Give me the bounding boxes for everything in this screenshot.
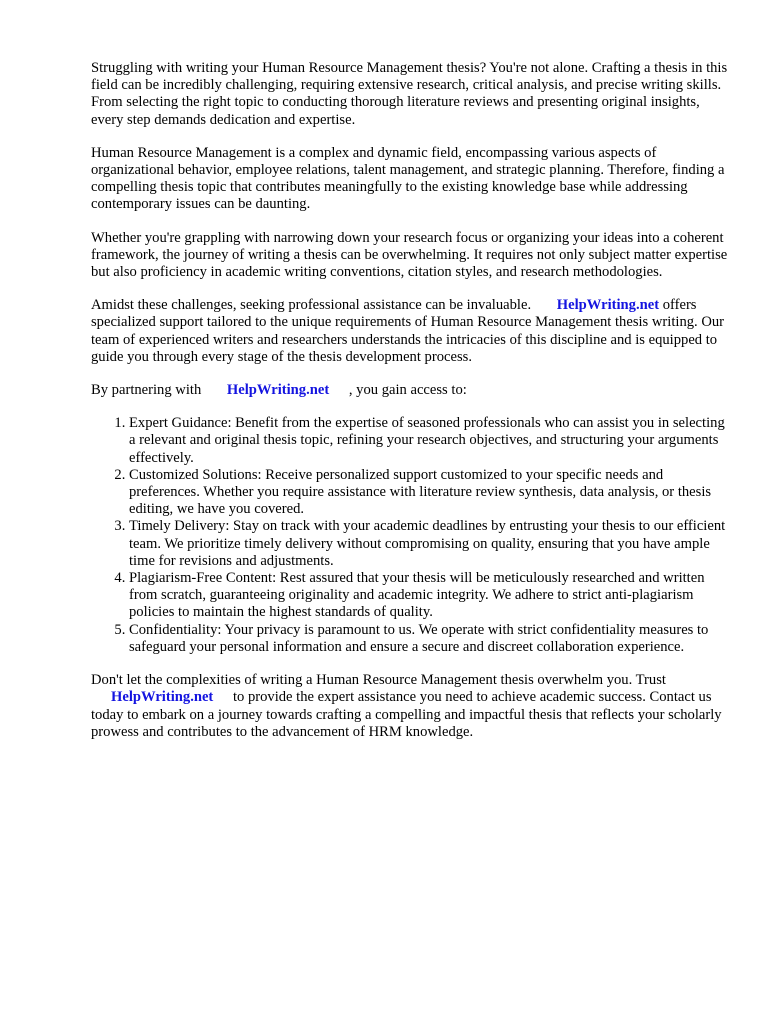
partnering-text-after: , you gain access to:	[348, 382, 467, 399]
challenges-paragraph: Whether you're grappling with narrowing down your research focus or organizing your ideas into a coherent framework, the journey of writing a thesis can be overwhelming. It requires not only subject matter expertise but also proficiency in academic writing conventions, citation styles, and research methodologies.	[91, 229, 728, 281]
helpwriting-link[interactable]: HelpWriting.net	[556, 297, 660, 314]
closing-text-after: to provide the expert assistance you need to achieve academic success. Contact us today to embark on a journey towards crafting a compelling and impactful thesis that reflects your scholarly prowess and contributes to the advancement of HRM knowledge.	[91, 689, 722, 740]
partnering-text-before: By partnering with	[91, 382, 202, 399]
helpwriting-link[interactable]: HelpWriting.net	[111, 689, 214, 706]
assistance-text-before: Amidst these challenges, seeking professional assistance can be invaluable.	[91, 297, 532, 314]
closing-text-before: Don't let the complexities of writing a Human Resource Management thesis overwhelm you. Trust	[91, 672, 666, 689]
list-item: 5. Confidentiality: Your privacy is paramount to us. We operate with strict confidentiality measures to safeguard your personal information and ensure a secure and discreet collaboration experience.	[129, 622, 731, 656]
assistance-paragraph	[91, 297, 731, 366]
partnering-paragraph	[91, 382, 731, 399]
field-overview-paragraph: Human Resource Management is a complex and dynamic field, encompassing various aspects of organizational behavior, employee relations, talent management, and strategic planning. Therefore, finding a compelling thesis topic that contributes meaningfully to the existing knowledge base while addressing contemporary issues can be daunting.	[91, 144, 725, 213]
list-item: 3. Timely Delivery: Stay on track with your academic deadlines by entrusting your thesis to our efficient team. We prioritize timely delivery without compromising on quality, ensuring that you have ample time for revisions and adjustments.	[129, 518, 731, 570]
benefits-list	[91, 415, 731, 656]
list-item: 2. Customized Solutions: Receive personalized support customized to your specific needs and preferences. Whether you require assistance with literature review synthesis, data analysis, or thesis editing, we have you covered.	[129, 467, 731, 519]
document-page	[91, 60, 731, 757]
assistance-text-after: offers specialized support tailored to the unique requirements of Human Resource Management thesis writing. Our team of experienced writers and researchers understands the intricacies of this discipline and is equipped to guide you through every stage of the thesis development process.	[91, 297, 725, 365]
list-item: 4. Plagiarism-Free Content: Rest assured that your thesis will be meticulously researched and written from scratch, guaranteeing originality and academic integrity. We adhere to strict anti-plagiarism policies to maintain the highest standards of quality.	[129, 570, 731, 622]
intro-paragraph: Struggling with writing your Human Resource Management thesis? You're not alone. Crafting a thesis in this field can be incredibly challenging, requiring extensive research, critical analysis, and precise writing skills. From selecting the right topic to conducting thorough literature reviews and presenting original insights, every step demands dedication and expertise.	[91, 60, 728, 128]
helpwriting-link[interactable]: HelpWriting.net	[226, 382, 330, 399]
list-item: 1. Expert Guidance: Benefit from the expertise of seasoned professionals who can assist you in selecting a relevant and original thesis topic, refining your research objectives, and structuring your arguments effectively.	[129, 415, 731, 467]
closing-paragraph	[91, 672, 731, 741]
